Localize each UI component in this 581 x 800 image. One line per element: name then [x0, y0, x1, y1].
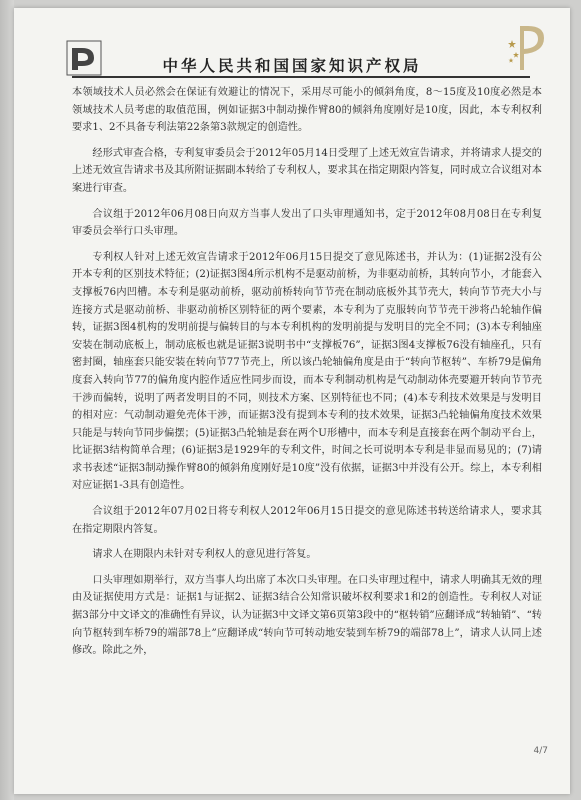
- paragraph-continuation: 本领域技术人员必然会在保证有效避让的情况下，采用尽可能小的倾斜角度，8～15度及10度必然是本领域技术人员考虑的取值范围，例如证据3中制动操作臂80的倾斜角度刚好是10度，因此，本专利权利要求1、2不具备专利法第22条第3款规定的创造性。: [72, 87, 542, 134]
- paragraph-formal-review: 经形式审查合格，专利复审委员会于2012年05月14日受理了上述无效宣告请求，并将请求人提交的上述无效宣告请求书及其所附证据副本转给了专利权人，要求其在指定期限内答复，同时成立合议组对本案进行审查。: [72, 147, 542, 194]
- page-number: 4/7: [533, 746, 548, 756]
- office-name-title: 中华人民共和国国家知识产权局: [162, 57, 422, 75]
- page-header: [14, 8, 570, 83]
- paragraph-oral-hearing: 口头审理如期举行，双方当事人均出席了本次口头审理。在口头审理过程中，请求人明确其无效的理由及证据使用方式是：证据1与证据2、证据3结合公知常识破坏权利要求1和2的创造性。专利权人对证据3部分中文译文的准确性有异议，认为证据3中文译文第6页第3段中的“枢转销”应翻译成“转轴销”、“转向节枢转到车桥79的端部78上”应翻译成“转向节可转动地安装到车桥79的端部78上”，请求人认同上述修改。除此之外，: [72, 574, 542, 657]
- decision-body: [72, 84, 542, 668]
- header-divider: [72, 76, 530, 78]
- paragraph-no-reply: 请求人在期限内未针对专利权人的意见进行答复。: [92, 549, 317, 561]
- paragraph-transfer-to-requester: 合议组于2012年07月02日将专利权人2012年06月15日提交的意见陈述书转送给请求人，要求其在指定期限内答复。: [72, 506, 542, 535]
- paragraph-oral-hearing-notice: 合议组于2012年06月08日向双方当事人发出了口头审理通知书，定于2012年08月08日在专利复审委员会举行口头审理。: [72, 208, 542, 238]
- paragraph-patentee-statement: 专利权人针对上述无效宣告请求于2012年06月15日提交了意见陈述书，并认为：(1)证据2没有公开本专利的区别技术特征；(2)证据3图4所示机构不是驱动前桥，为非驱动前桥，其转向节小，才能套入支撑板76内凹槽。本专利是驱动前桥，驱动前桥转向节节壳在制动底板外其节壳大，转向节节壳大小与连接方式是驱动前桥、非驱动前桥区别特征的两个要素，本专利为了克服转向节节壳干涉将凸轮轴作偏转，证据3图4机构的发明前提与偏转目的与本专利机构的发明前提与发明目的完全不同；(3)本专利轴座安装在制动底板上，制动底板也就是证据3说明书中“支撑板76”，证据3图4支撑板76没有轴座孔，只有密封圈，轴座套只能安装在转向节77节壳上，所以该凸轮轴偏角度是由于“转向节枢转”、车桥79是偏角度套入转向节77的偏角度内腔作适应性同步而设，而本专利制动机构是气动制动体壳要避开转向节节壳干涉而偏转，说明了两者发明目的不同，则技术方案、区别特征也不同；(4)本专利技术效果是与发明目的相对应：气动制动避免壳体干涉，而证据3没有提到本专利的技术效果，证据3凸轮轴偏角度技术效果只能是与转向节同步偏摆；(5)证据3凸轮轴是套在两个U形槽中，而本专利是直接套在两个制动平台上，比证据3结构简单合理；(6)证据3是1929年的专利文件，时间之长可说明本专利是非显而易见的；(7)请求书表述“证据3制动操作臂80的倾斜角度刚好是10度”没有依据，证据3中并没有公开。综上，本专利相对应证据1-3具有创造性。: [72, 251, 542, 492]
- document-page: [14, 8, 570, 794]
- book-spine: [0, 0, 14, 800]
